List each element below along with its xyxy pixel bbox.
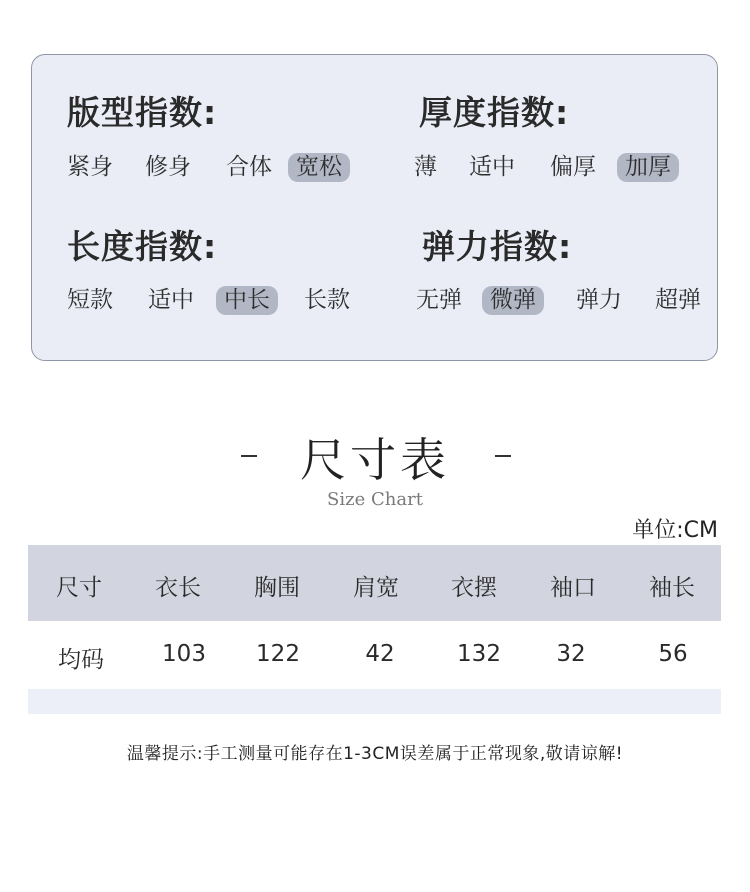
elasticity-option-slight-selected: 微弹 (482, 286, 544, 315)
size-table-header (28, 545, 721, 621)
fit-index-group (67, 87, 217, 134)
cell-bust: 122 (256, 641, 300, 667)
header-size: 尺寸 (56, 575, 102, 601)
length-index-title: 长度指数: (67, 227, 218, 266)
size-chart-subtitle: Size Chart (327, 489, 423, 510)
cell-size: 均码 (58, 647, 104, 673)
table-row (28, 621, 721, 689)
title-dash-right (495, 455, 511, 457)
header-cuff: 袖口 (550, 575, 596, 601)
unit-label: 单位:CM (632, 518, 718, 543)
length-option-midlong-selected: 中长 (216, 286, 278, 315)
measurement-note: 温馨提示:手工测量可能存在1-3CM误差属于正常现象,敬请谅解! (126, 744, 624, 764)
thickness-option-thick-selected: 加厚 (617, 153, 679, 182)
cell-cuff: 32 (556, 641, 586, 667)
length-option-medium: 适中 (148, 287, 194, 313)
thickness-option-thin: 薄 (414, 154, 437, 180)
elasticity-option-super: 超弹 (655, 287, 701, 313)
length-index-group (67, 221, 217, 268)
elasticity-index-title: 弹力指数: (422, 227, 573, 266)
fit-option-tight: 紧身 (67, 154, 113, 180)
fit-index-title: 版型指数: (67, 93, 218, 132)
fit-option-loose-selected: 宽松 (288, 153, 350, 182)
header-hem: 衣摆 (451, 575, 497, 601)
elasticity-option-stretch: 弹力 (576, 287, 622, 313)
length-option-short: 短款 (67, 287, 113, 313)
header-length: 衣长 (155, 575, 201, 601)
elasticity-index-group (422, 221, 572, 268)
cell-shoulder: 42 (365, 641, 395, 667)
cell-length: 103 (162, 641, 206, 667)
product-index-card (31, 54, 718, 361)
thickness-option-medium: 适中 (469, 154, 515, 180)
fit-option-regular: 合体 (226, 154, 272, 180)
cell-sleeve: 56 (658, 641, 688, 667)
header-sleeve: 袖长 (649, 575, 695, 601)
cell-hem: 132 (457, 641, 501, 667)
header-bust: 胸围 (254, 575, 300, 601)
length-option-long: 长款 (304, 287, 350, 313)
header-shoulder: 肩宽 (353, 575, 399, 601)
table-stripe (28, 689, 721, 714)
thickness-index-group (419, 87, 569, 134)
elasticity-option-none: 无弹 (416, 287, 462, 313)
thickness-index-title: 厚度指数: (419, 93, 570, 132)
size-chart-title: 尺寸表 (300, 433, 450, 487)
thickness-option-thickish: 偏厚 (550, 154, 596, 180)
fit-option-slim: 修身 (145, 154, 191, 180)
